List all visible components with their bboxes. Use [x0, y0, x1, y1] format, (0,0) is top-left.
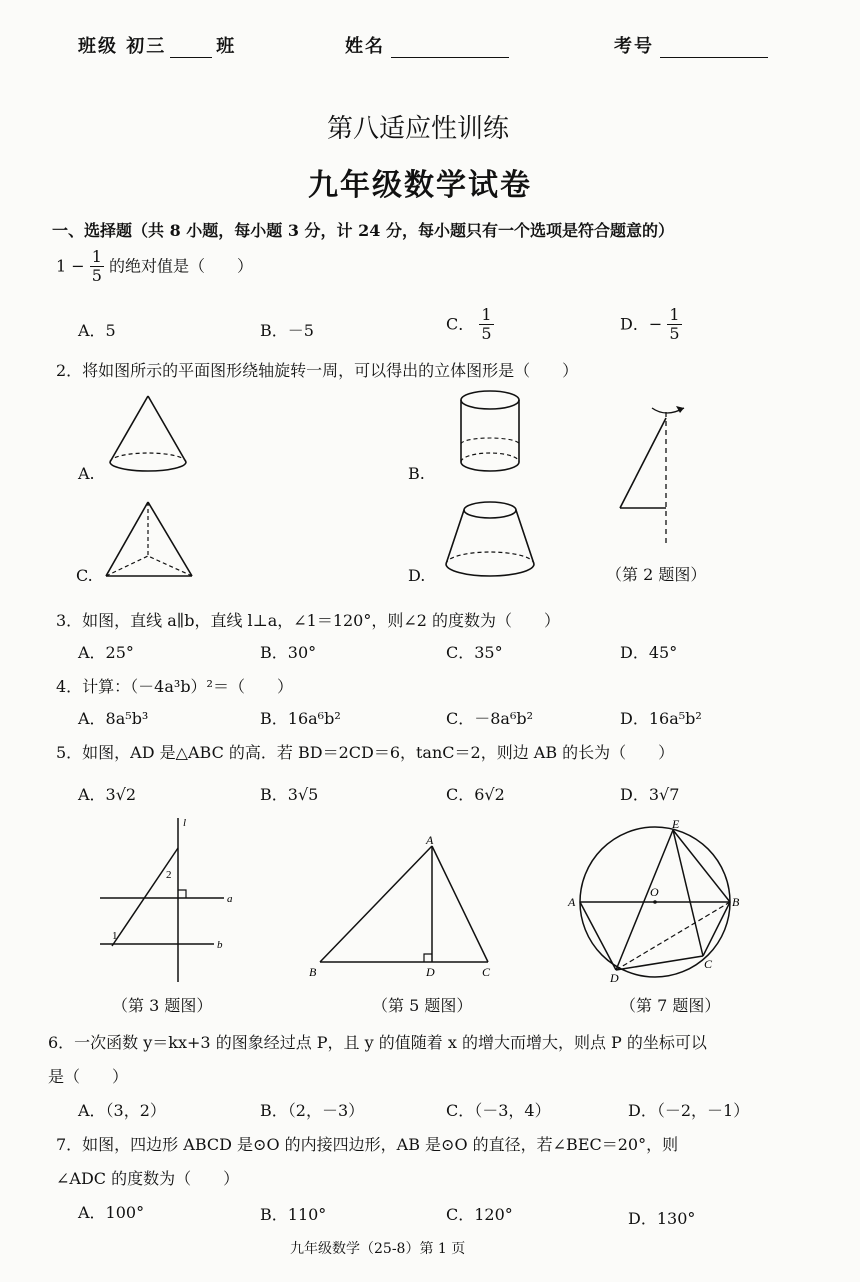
figure-3-parallel-lines	[90, 812, 250, 988]
q6-option-b[interactable]: B．（2，－3）	[260, 1101, 365, 1120]
q7-option-c[interactable]: C．120°	[446, 1205, 513, 1224]
q3-option-c[interactable]: C．35°	[446, 643, 503, 662]
q1-prefix: 1 −	[56, 256, 85, 276]
fig5-label-d: D	[426, 965, 435, 979]
q1-c-num: 1	[481, 305, 492, 324]
title-line2: 九年级数学试卷	[308, 168, 532, 203]
q5-option-a[interactable]: A．3√2	[78, 785, 137, 804]
fig7-label-o: O	[650, 885, 659, 899]
fig3-label-a: a	[227, 893, 233, 905]
q1-fraction	[90, 248, 104, 286]
q1-stem	[56, 248, 253, 286]
q1-option-d-frac	[667, 306, 681, 344]
q1-option-c-label: C．	[446, 314, 475, 334]
name-label	[345, 32, 509, 58]
q1-frac-den: 5	[91, 266, 102, 286]
fig5-label-c: C	[482, 965, 491, 979]
fig7-label-e: E	[672, 817, 680, 831]
fig5-label-a: A	[426, 833, 434, 847]
name-label-text: 姓名	[345, 36, 385, 57]
q2-cone-figure	[100, 392, 200, 482]
q1-option-c-frac	[479, 306, 493, 344]
fig7-label-b: B	[732, 895, 740, 909]
q1-option-d-label: D．−	[620, 314, 663, 334]
fig7-label-d: D	[610, 971, 619, 985]
q2-stem: 2．将如图所示的平面图形绕轴旋转一周，可以得出的立体图形是（ ）	[56, 361, 579, 380]
q3-option-b[interactable]: B．30°	[260, 643, 317, 662]
q2-rotation-axis-figure	[612, 398, 702, 578]
q2-option-d[interactable]: D.	[408, 566, 426, 585]
q1-option-a[interactable]: A．5	[78, 321, 116, 340]
q4-option-d[interactable]: D．16a⁵b²	[620, 709, 702, 728]
q1-option-b[interactable]: B．－5	[260, 321, 314, 340]
section1-heading: 一、选择题（共 8 小题，每小题 3 分，计 24 分，每小题只有一个选项是符合题意的）	[52, 221, 674, 240]
q4-option-b[interactable]: B．16a⁶b²	[260, 709, 341, 728]
class-blank[interactable]	[170, 39, 212, 58]
q5-option-c[interactable]: C．6√2	[446, 785, 505, 804]
q1-c-den: 5	[481, 324, 492, 344]
q2-option-c[interactable]: C.	[76, 566, 93, 585]
q5-stem: 5．如图，AD 是△ABC 的高．若 BD＝2CD＝6，tanC＝2，则边 AB 的长为（ ）	[56, 743, 675, 762]
q7-option-d[interactable]: D．130°	[628, 1209, 696, 1228]
q2-frustum-figure	[440, 498, 540, 582]
q2-caption: （第 2 题图）	[606, 565, 707, 584]
q1-suffix: 的绝对值是（ ）	[109, 256, 254, 276]
q3-option-d[interactable]: D．45°	[620, 643, 678, 662]
fig3-label-b: b	[217, 939, 223, 951]
q1-frac-num: 1	[91, 247, 102, 266]
id-label	[614, 32, 768, 58]
q6-option-d[interactable]: D．（－2，－1）	[628, 1101, 750, 1120]
q1-option-c[interactable]	[446, 306, 494, 344]
q7-option-b[interactable]: B．110°	[260, 1205, 327, 1224]
q7-stem-line1: 7．如图，四边形 ABCD 是⊙O 的内接四边形，AB 是⊙O 的直径，若∠BEC＝20°，则	[56, 1135, 679, 1154]
q6-option-c[interactable]: C．（－3，4）	[446, 1101, 551, 1120]
q4-option-c[interactable]: C．－8a⁶b²	[446, 709, 534, 728]
class-label-text: 班级 初三	[78, 36, 167, 57]
fig7-label-a: A	[568, 895, 576, 909]
q1-d-den: 5	[669, 324, 680, 344]
q1-option-d[interactable]	[620, 306, 682, 344]
fig5-caption: （第 5 题图）	[372, 996, 473, 1015]
q6-stem-line2: 是（ ）	[48, 1067, 129, 1086]
page-footer: 九年级数学（25-8）第 1 页	[290, 1241, 466, 1257]
q7-stem-line2: ∠ADC 的度数为（ ）	[56, 1169, 240, 1188]
q2-option-b[interactable]: B.	[408, 464, 425, 483]
fig5-label-b: B	[309, 965, 317, 979]
q6-stem-line1: 6．一次函数 y＝kx+3 的图象经过点 P，且 y 的值随着 x 的增大而增大，则点 P 的坐标可以	[48, 1033, 707, 1052]
q2-cylinder-figure	[455, 388, 535, 478]
q4-option-a[interactable]: A．8a⁵b³	[78, 709, 149, 728]
fig3-caption: （第 3 题图）	[112, 996, 213, 1015]
class-label	[78, 32, 236, 58]
figure-7-circle	[568, 818, 748, 988]
id-label-text: 考号	[614, 36, 654, 57]
fig7-caption: （第 7 题图）	[620, 996, 721, 1015]
q2-option-a[interactable]: A.	[78, 464, 95, 483]
q5-option-d[interactable]: D．3√7	[620, 785, 680, 804]
q3-option-a[interactable]: A．25°	[78, 643, 134, 662]
fig3-label-l: l	[183, 817, 187, 829]
q5-option-b[interactable]: B．3√5	[260, 785, 319, 804]
fig7-label-c: C	[704, 957, 713, 971]
q6-option-a[interactable]: A．（3，2）	[78, 1101, 166, 1120]
class-suffix: 班	[216, 36, 237, 57]
q4-stem: 4．计算：（－4a³b）²＝（ ）	[56, 677, 293, 696]
name-blank[interactable]	[391, 39, 509, 58]
q7-option-a[interactable]: A．100°	[78, 1203, 145, 1222]
q1-d-num: 1	[669, 305, 680, 324]
fig3-label-1: 1	[112, 930, 118, 942]
q2-pyramid-figure	[100, 498, 200, 582]
q3-stem: 3．如图，直线 a∥b，直线 l⊥a，∠1＝120°，则∠2 的度数为（ ）	[56, 611, 561, 630]
figure-5-triangle	[300, 832, 500, 982]
title-line1: 第八适应性训练	[327, 114, 510, 144]
fig3-label-2: 2	[166, 869, 172, 881]
id-blank[interactable]	[660, 39, 768, 58]
